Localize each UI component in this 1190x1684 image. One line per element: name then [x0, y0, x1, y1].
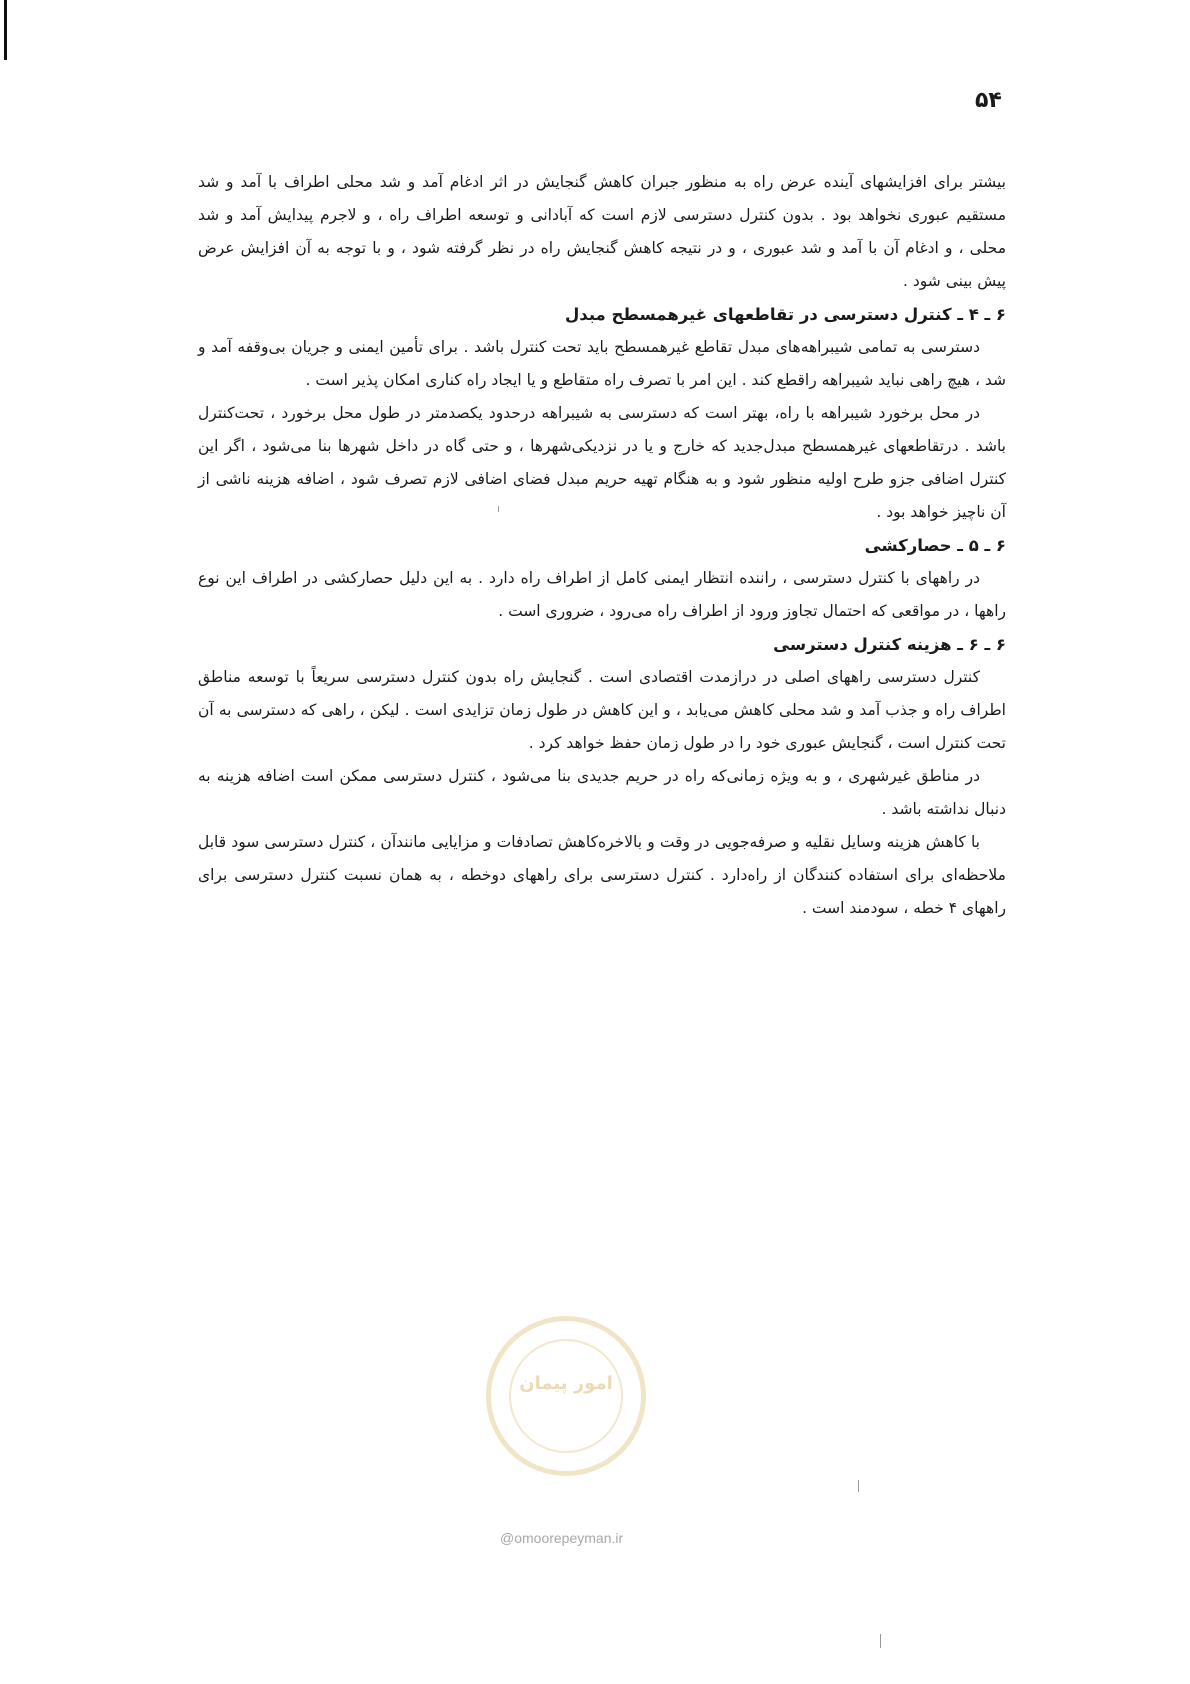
watermark-inner-ring	[509, 1339, 623, 1453]
scan-mark	[858, 1480, 859, 1492]
section-heading-6-6: ۶ ـ ۶ ـ هزینه کنترل دسترسی	[773, 635, 1006, 654]
paragraph-fencing: در راههای با کنترل دسترسی ، راننده انتظار ایمنی کامل از اطراف راه دارد . به این دلیل حصارکشی در اطراف این نوع راهها ، در مواقعی که احتمال تجاوز ورود از اطراف راه می‌رود ، ضروری است .	[198, 569, 1006, 620]
page-number: ۵۴	[975, 88, 1002, 113]
paragraph-continued: بیشتر برای افزایشهای آینده عرض راه به منظور جبران کاهش گنجایش در اثر ادغام آمد و شد محلی اطراف با آمد و شد مستقیم عبوری نخواهد بود . بدون کنترل دسترسی لازم است که آبادانی و توسعه اطراف راه ، و لاجرم پیدایش آمد و شد محلی ، و ادغام آن با آمد و شد عبوری ، و در نتیجه کاهش گنجایش راه در نظر گرفته شود ، و با توجه به آن افزایش عرض پیش بینی شود .	[198, 173, 1006, 290]
watermark-text: امور پیمان	[519, 1373, 613, 1394]
watermark-seal-icon	[486, 1316, 646, 1476]
site-credit: @omoorepeyman.ir	[500, 1530, 624, 1546]
paragraph-ramp-junction: در محل برخورد شیبراهه با راه، بهتر است که دسترسی به شیبراهه درحدود یکصدمتر در طول محل برخورد ، تحت‌کنترل باشد . درتقاطعهای غیرهمسطح مبدل‌جدید که خارج و یا در نزدیکی‌شهرها ، و حتی گاه در داخل شهرها بنا می‌شود ، اگر این کنترل اضافی جزو طرح اولیه منظور شود و به هنگام تهیه حریم مبدل فضای اضافی لازم تصرف شود ، اضافه هزینه ناشی از آن ناچیز خواهد بود .	[198, 404, 1006, 521]
paragraph-ramp-access: دسترسی به تمامی شیبراهه‌های مبدل تقاطع غیرهمسطح باید تحت کنترل باشد . برای تأمین ایمنی و جریان بی‌وقفه آمد و شد ، هیچ راهی نباید شیبراهه راقطع کند . این امر با تصرف راه متقاطع و یا ایجاد راه کناری امکان پذیر است .	[198, 338, 1006, 389]
paragraph-cost-benefits: با کاهش هزینه وسایل نقلیه و صرفه‌جویی در وقت و بالاخره‌کاهش تصادفات و مزایایی مانندآن ، کنترل دسترسی سود قابل ملاحظه‌ای برای استفاده کنندگان از راه‌دارد . کنترل دسترسی برای راههای دوخطه ، به همان نسبت کنترل دسترسی برای راههای ۴ خطه ، سودمند است .	[198, 833, 1006, 917]
scan-mark	[498, 506, 499, 512]
scan-edge-mark	[4, 0, 7, 60]
scan-mark	[880, 1634, 881, 1648]
section-heading-6-4: ۶ ـ ۴ ـ کنترل دسترسی در تقاطعهای غیرهمسطح مبدل	[564, 305, 1006, 324]
paragraph-cost-rural: در مناطق غیرشهری ، و به ویژه زمانی‌که راه در حریم جدیدی بنا می‌شود ، کنترل دسترسی ممکن است اضافه هزینه به دنبال نداشته باشد .	[198, 767, 1006, 818]
paragraph-cost-long-term: کنترل دسترسی راههای اصلی در درازمدت اقتصادی است . گنجایش راه بدون کنترل دسترسی سریعاً با توسعه مناطق اطراف راه و جذب آمد و شد محلی کاهش می‌یابد ، و این کاهش در طول زمان تزایدی است . لیکن ، راهی که دسترسی به آن تحت کنترل است ، گنجایش عبوری خود را در طول زمان حفظ خواهد کرد .	[198, 668, 1006, 752]
section-heading-6-5: ۶ ـ ۵ ـ حصارکشی	[864, 536, 1006, 555]
document-body	[198, 166, 1006, 925]
